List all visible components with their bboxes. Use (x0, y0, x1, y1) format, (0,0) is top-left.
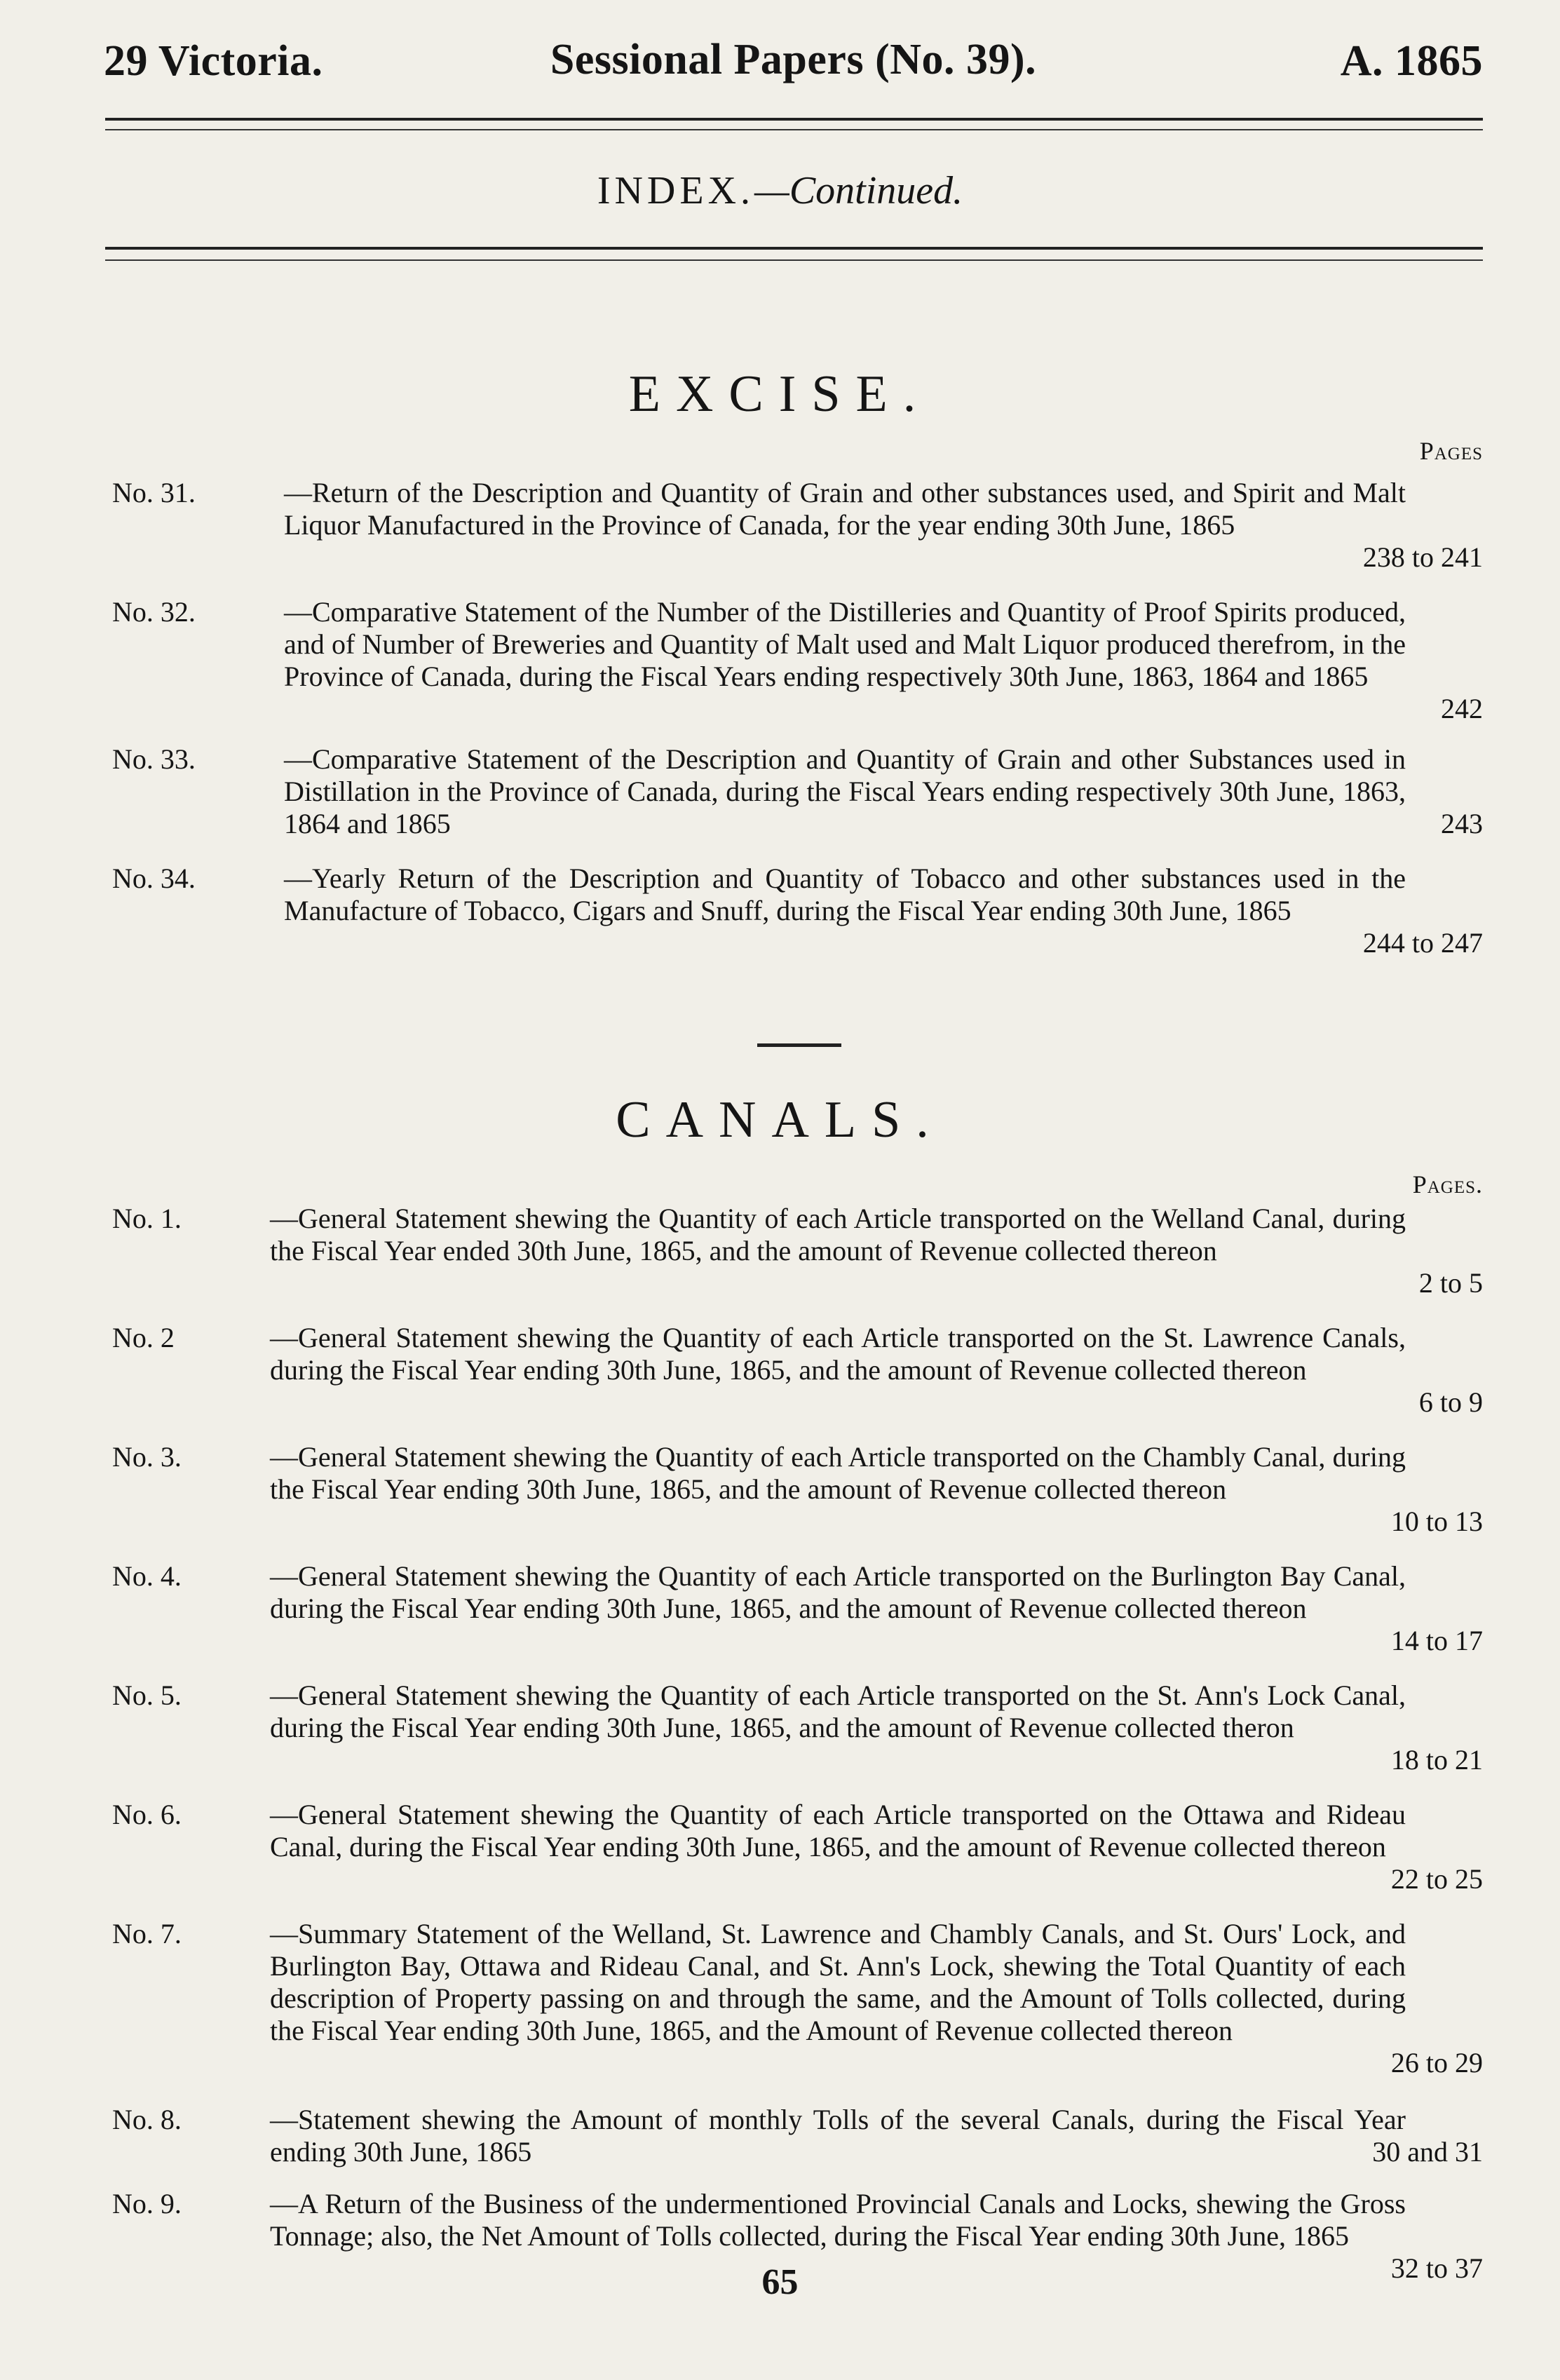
canals-pages-label: Pages. (1412, 1170, 1483, 1198)
entry-pages: 10 to 13 (1387, 1506, 1483, 1538)
index-entry (112, 1918, 1483, 2079)
index-entry (112, 596, 1483, 725)
header-rule-top (105, 118, 1483, 121)
entry-number: No. 1. (112, 1203, 182, 1234)
entry-pages: 18 to 21 (1387, 1744, 1483, 1776)
entry-pages: 14 to 17 (1387, 1625, 1483, 1657)
entry-description: —Comparative Statement of the Description and Quantity of Grain and other Substances used in Distillation in the Province of Canada, during the Fiscal Years ending respectively 30th June, 1863, 1864 and 1865 (284, 743, 1406, 839)
excise-pages-label: Pages (1419, 437, 1483, 465)
entry-pages: 30 and 31 (1368, 2136, 1483, 2168)
index-rule-bottom (105, 259, 1483, 261)
page-number: 65 (761, 2262, 799, 2302)
entry-pages: 244 to 247 (1359, 927, 1483, 959)
entry-number: No. 5. (112, 1679, 182, 1711)
header-title: Sessional Papers (No. 39). (550, 36, 1037, 83)
index-rule-top (105, 247, 1483, 250)
header-year: A. 1865 (1340, 36, 1483, 85)
section-divider (757, 1043, 841, 1047)
index-entry (112, 1203, 1483, 1299)
entry-pages: 22 to 25 (1387, 1863, 1483, 1895)
entry-description: —Yearly Return of the Description and Quantity of Tobacco and other substances used in the Manufacture of Tobacco, Cigars and Snuff, during the Fiscal Year ending 30th June, 1865 (284, 863, 1406, 926)
index-title-main: INDEX. (597, 169, 755, 212)
entry-pages: 26 to 29 (1387, 2047, 1483, 2079)
entry-pages: 242 (1437, 693, 1483, 725)
entry-description: —A Return of the Business of the undermentioned Provincial Canals and Locks, shewing the Gross Tonnage; also, the Net Amount of Tolls collected, during the Fiscal Year ending 30th June, 1865 (270, 2188, 1406, 2252)
entry-description: —General Statement shewing the Quantity of each Article transported on the Burlington Bay Canal, during the Fiscal Year ending 30th June, 1865, and the amount of Revenue collected thereon (270, 1560, 1406, 1624)
index-entry (112, 477, 1483, 574)
index-entry (112, 1322, 1483, 1419)
entry-number: No. 2 (112, 1322, 175, 1353)
entry-description: —Comparative Statement of the Number of the Distilleries and Quantity of Proof Spirits produced, and of Number of Breweries and Quantity of Malt used and Malt Liquor produced therefrom, in the Province of Canada, during the Fiscal Years ending respectively 30th June, 1863, 1864 and 1865 (284, 596, 1406, 692)
entry-pages: 2 to 5 (1415, 1267, 1483, 1299)
entry-number: No. 32. (112, 596, 196, 628)
page-header (104, 29, 1483, 93)
entry-pages: 6 to 9 (1415, 1386, 1483, 1419)
index-entry (112, 1560, 1483, 1657)
entry-number: No. 7. (112, 1918, 182, 1949)
entry-number: No. 34. (112, 863, 196, 894)
header-session: 29 Victoria. (104, 36, 323, 85)
entry-number: No. 6. (112, 1799, 182, 1830)
index-title (0, 168, 1560, 213)
entry-number: No. 33. (112, 743, 196, 775)
entry-description: —General Statement shewing the Quantity of each Article transported on the Ottawa and Rideau Canal, during the Fiscal Year ending 30th June, 1865, and the amount of Revenue collected thereon (270, 1799, 1406, 1862)
index-entry (112, 1799, 1483, 1895)
entry-description: —Statement shewing the Amount of monthly Tolls of the several Canals, during the Fiscal Year ending 30th June, 1865 (270, 2104, 1406, 2168)
entry-description: —General Statement shewing the Quantity of each Article transported on the Welland Canal, during the Fiscal Year ended 30th June, 1865, and the amount of Revenue collected thereon (270, 1203, 1406, 1266)
index-entry (112, 863, 1483, 959)
entry-description: —Summary Statement of the Welland, St. Lawrence and Chambly Canals, and St. Ours' Lock, and Burlington Bay, Ottawa and Rideau Canal, and St. Ann's Lock, shewing the Total Quantity of each description of Property passing on and through the same, and the Amount of Tolls collected, during the Fiscal Year ending 30th June, 1865, and the Amount of Revenue collected thereon (270, 1918, 1406, 2046)
entry-number: No. 4. (112, 1560, 182, 1592)
index-title-continued: —Continued. (754, 169, 963, 212)
entry-description: —General Statement shewing the Quantity of each Article transported on the Chambly Canal, during the Fiscal Year ending 30th June, 1865, and the amount of Revenue collected thereon (270, 1441, 1406, 1505)
entry-pages: 238 to 241 (1359, 541, 1483, 574)
entry-pages: 32 to 37 (1387, 2252, 1483, 2285)
entry-number: No. 9. (112, 2188, 182, 2219)
index-entry (112, 743, 1483, 840)
section-title-canals: CANALS. (616, 1091, 944, 1149)
entry-pages: 243 (1437, 808, 1483, 840)
index-entry (112, 1679, 1483, 1776)
entry-number: No. 8. (112, 2104, 182, 2135)
entry-number: No. 31. (112, 477, 196, 508)
index-entry (112, 2104, 1483, 2168)
index-entry (112, 1441, 1483, 1538)
header-rule-bottom (105, 129, 1483, 130)
entry-description: —Return of the Description and Quantity of Grain and other substances used, and Spirit and Malt Liquor Manufactured in the Province of Canada, for the year ending 30th June, 1865 (284, 477, 1406, 541)
entry-number: No. 3. (112, 1441, 182, 1473)
section-title-excise: EXCISE. (628, 365, 932, 423)
entry-description: —General Statement shewing the Quantity of each Article transported on the St. Lawrence Canals, during the Fiscal Year ending 30th June, 1865, and the amount of Revenue collected thereon (270, 1322, 1406, 1386)
entry-description: —General Statement shewing the Quantity of each Article transported on the St. Ann's Lock Canal, during the Fiscal Year ending 30th June, 1865, and the amount of Revenue collected theron (270, 1679, 1406, 1743)
